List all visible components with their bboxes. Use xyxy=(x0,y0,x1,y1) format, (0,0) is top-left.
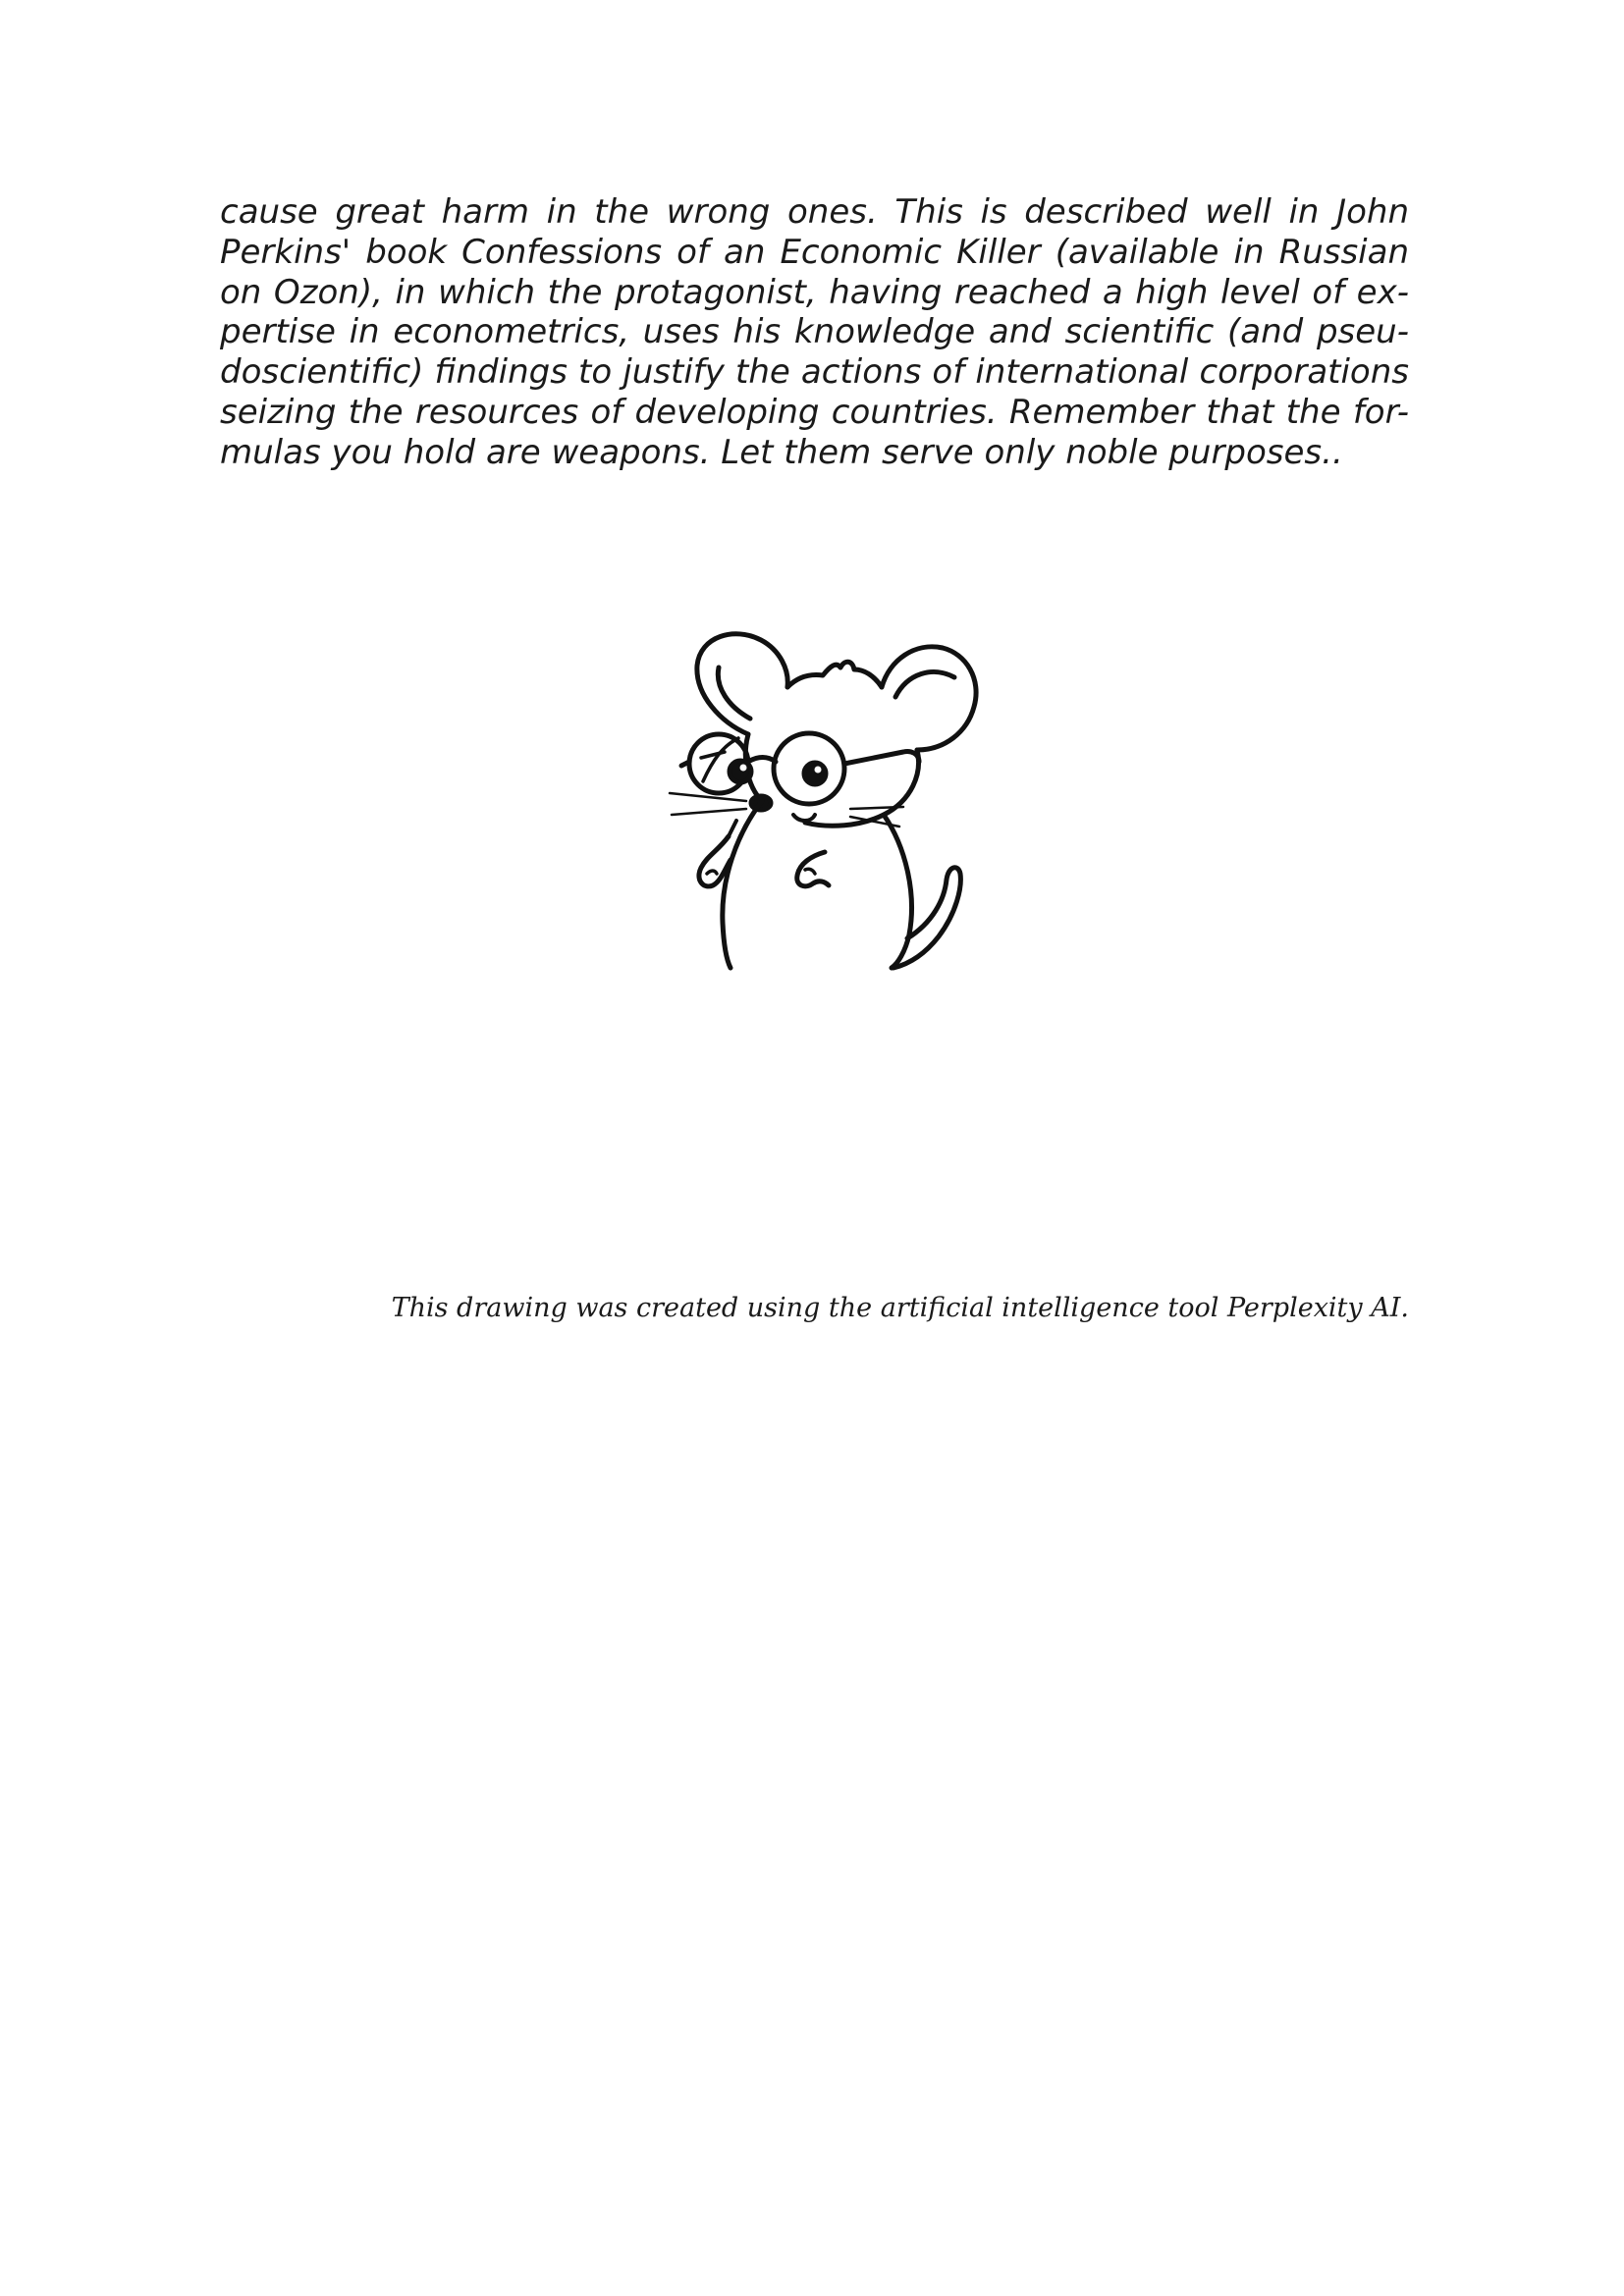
image-caption: This drawing was created using the artificial intelligence tool Perplexity AI. xyxy=(391,1293,1409,1323)
mouse-with-glasses-icon xyxy=(668,628,992,972)
paragraph-line: mulas you hold are weapons. Let them serve only noble purposes.. xyxy=(220,432,1343,472)
paragraph-line: cause great harm in the wrong ones. This is described well in John xyxy=(220,192,1409,232)
paragraph-line: doscientific) findings to justify the actions of international corporations xyxy=(220,352,1409,393)
paragraph-line: on Ozon), in which the protagonist, having reached a high level of ex- xyxy=(220,272,1409,312)
paragraph-line: Perkins' book Confessions of an Economic Killer (available in Russian xyxy=(220,232,1409,272)
paragraph-line: pertise in econometrics, uses his knowledge and scientific (and pseu- xyxy=(220,312,1409,352)
body-paragraph xyxy=(220,192,1409,473)
paragraph-line: seizing the resources of developing countries. Remember that the for- xyxy=(220,392,1409,432)
